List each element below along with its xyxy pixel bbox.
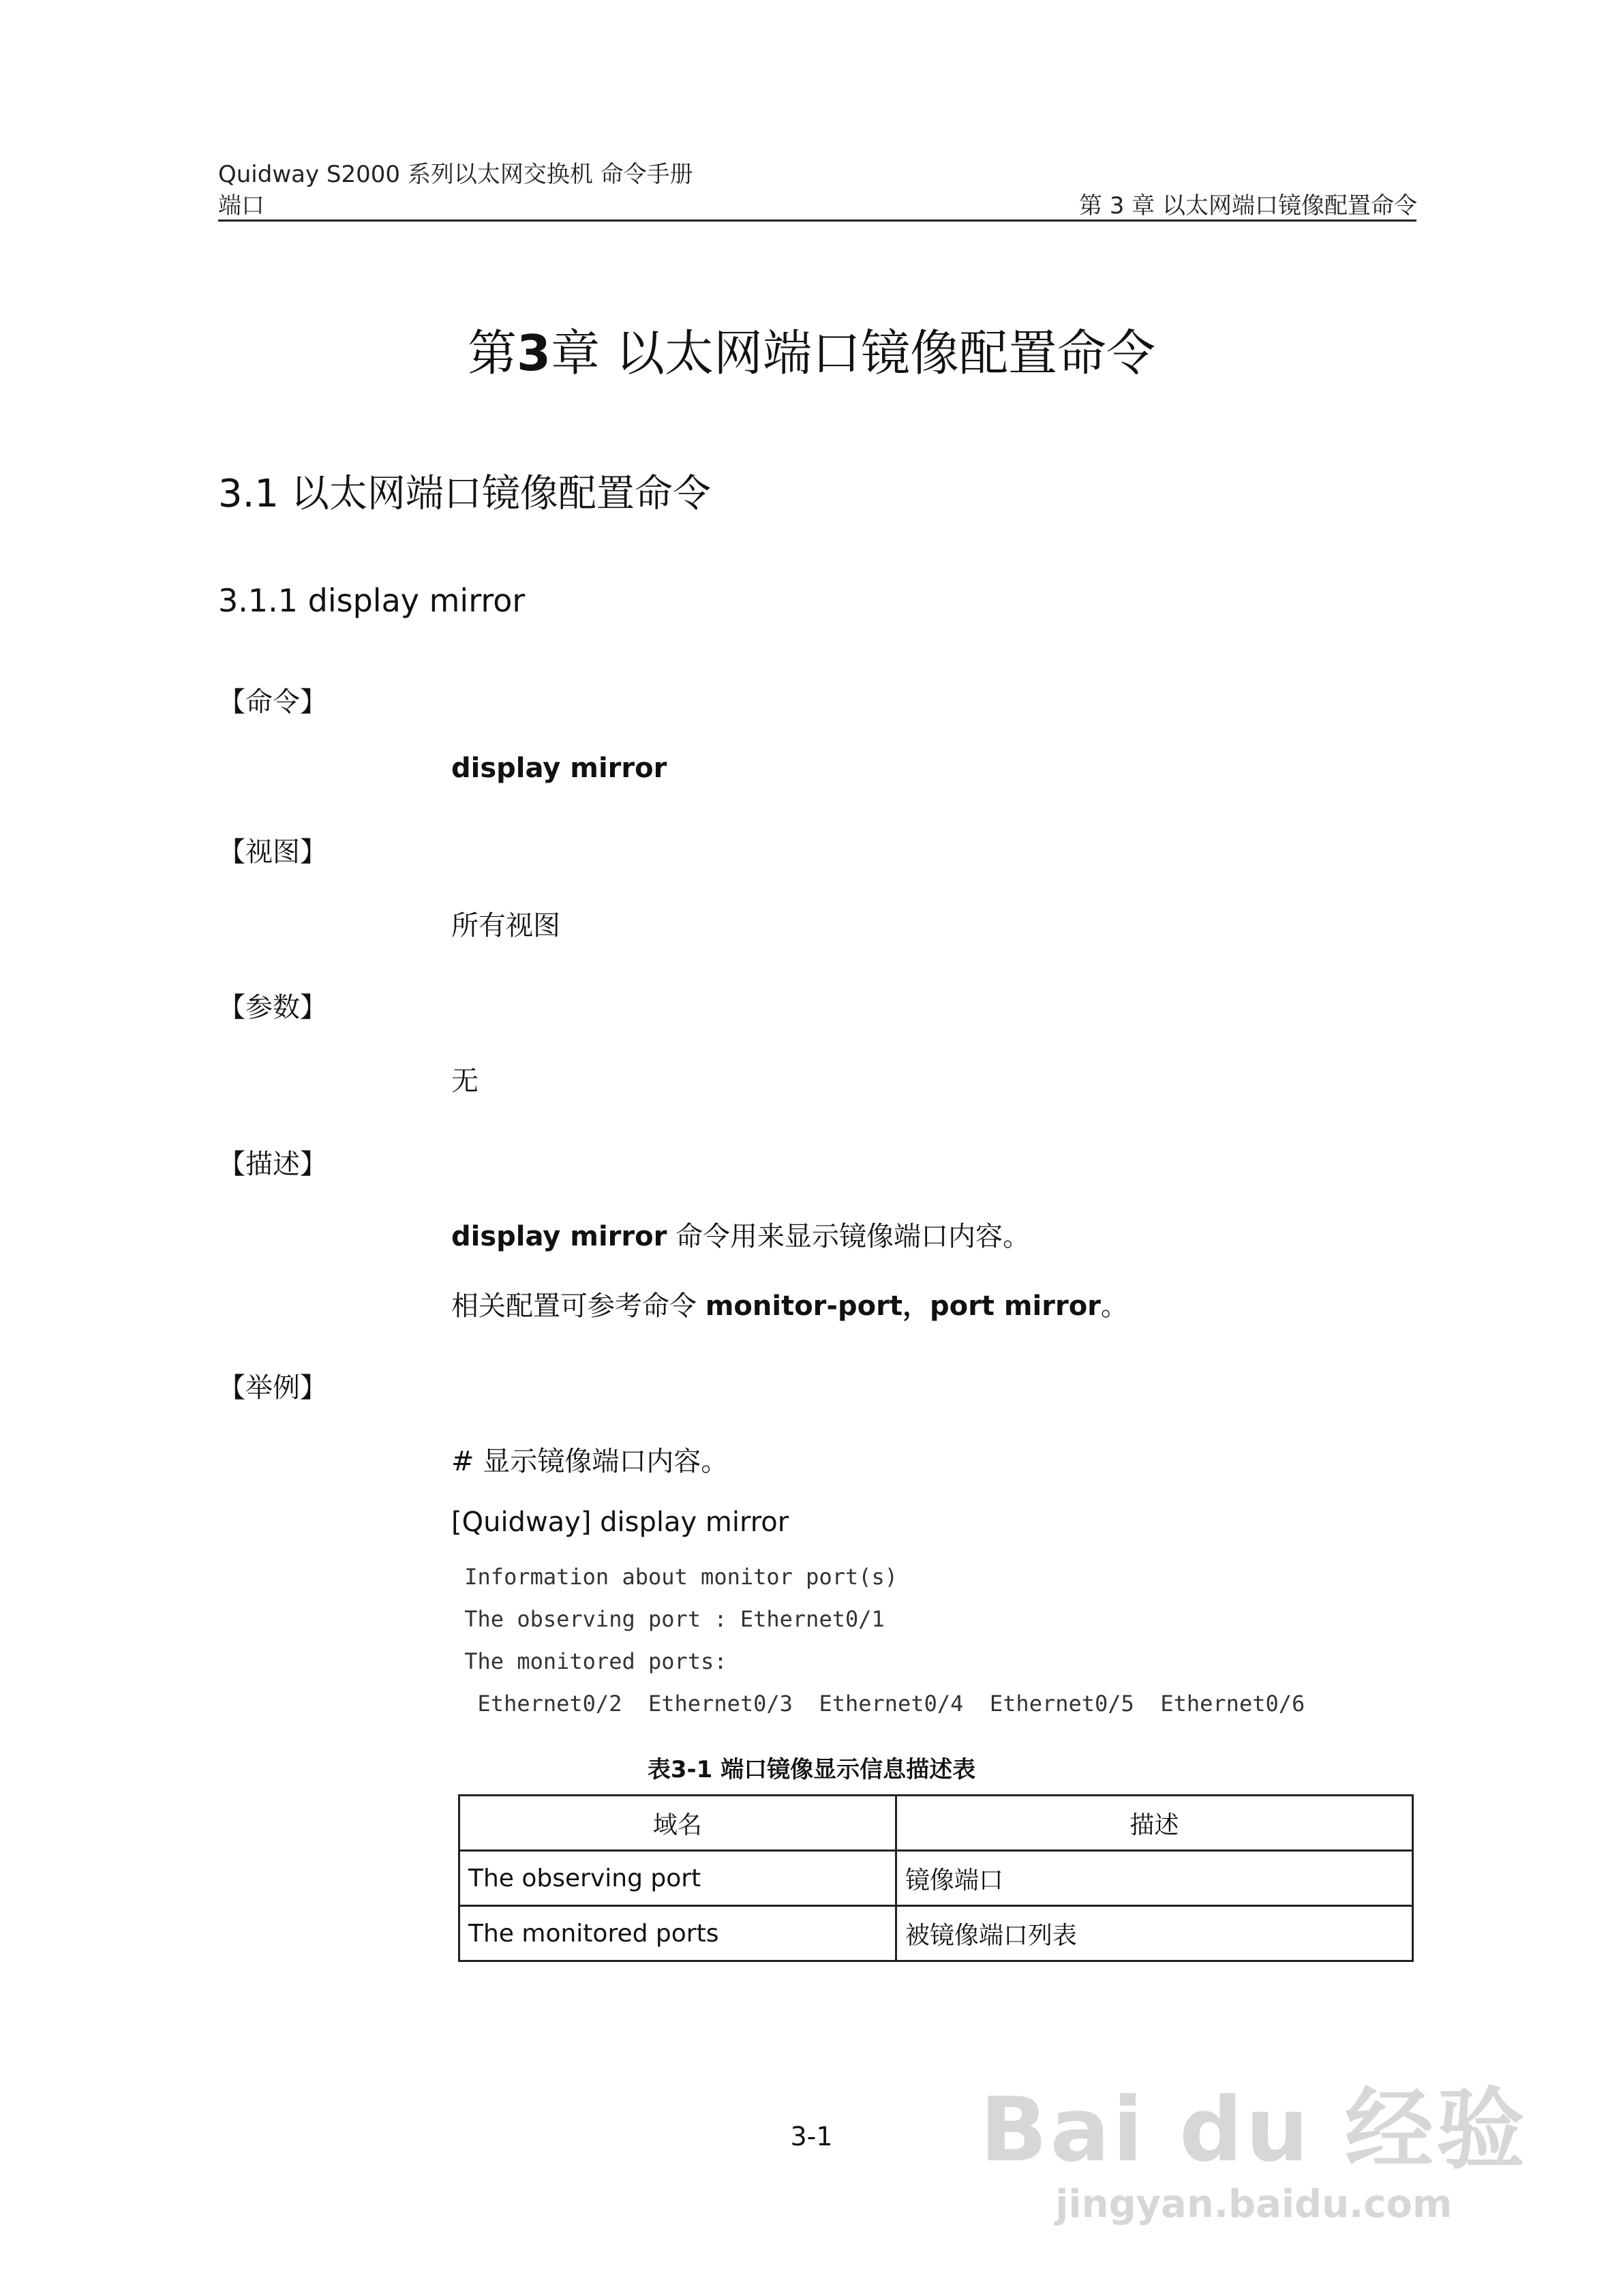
header-manual-title: Quidway S2000 系列以太网交换机 命令手册 bbox=[218, 161, 693, 188]
output-line: Ethernet0/2 Ethernet0/3 Ethernet0/4 Ethernet0/5 Ethernet0/6 bbox=[451, 1691, 1305, 1717]
label-description: 【描述】 bbox=[218, 1149, 327, 1180]
example-prompt: [Quidway] display mirror bbox=[451, 1507, 789, 1538]
header-chapter-title: 第 3 章 以太网端口镜像配置命令 bbox=[1078, 192, 1417, 220]
table-header-cell: 描述 bbox=[896, 1796, 1412, 1851]
description-text: 命令用来显示镜像端口内容。 bbox=[667, 1221, 1031, 1252]
table-row bbox=[459, 1906, 1413, 1961]
field-description-table bbox=[458, 1794, 1414, 1962]
output-line: The observing port : Ethernet0/1 bbox=[451, 1606, 885, 1632]
command-text: display mirror bbox=[451, 753, 667, 784]
table-cell: The observing port bbox=[459, 1851, 896, 1906]
label-example: 【举例】 bbox=[218, 1372, 327, 1404]
params-text: 无 bbox=[451, 1066, 479, 1097]
chapter-number: 3 bbox=[517, 324, 551, 382]
label-command: 【命令】 bbox=[218, 686, 327, 718]
label-view: 【视图】 bbox=[218, 836, 327, 868]
page-number: 3-1 bbox=[790, 2121, 833, 2151]
output-line: The monitored ports: bbox=[451, 1648, 727, 1674]
label-params: 【参数】 bbox=[218, 992, 327, 1023]
baidu-jingyan-logo: Bai du 经验 bbox=[980, 2078, 1528, 2181]
header-divider bbox=[218, 220, 1416, 222]
table-row bbox=[459, 1851, 1413, 1906]
table-cell: 镜像端口 bbox=[896, 1851, 1412, 1906]
example-comment: # 显示镜像端口内容。 bbox=[451, 1446, 729, 1477]
related-commands: monitor-port，port mirror bbox=[705, 1290, 1101, 1322]
table-header-cell: 域名 bbox=[459, 1796, 896, 1851]
output-line: Information about monitor port(s) bbox=[451, 1564, 898, 1590]
header-section-name: 端口 bbox=[218, 192, 264, 220]
table-cell: 被镜像端口列表 bbox=[896, 1906, 1412, 1961]
chapter-name: 章 以太网端口镜像配置命令 bbox=[551, 324, 1155, 382]
watermark-url: jingyan.baidu.com bbox=[1055, 2182, 1453, 2226]
related-prefix: 相关配置可参考命令 bbox=[451, 1290, 706, 1322]
table-caption: 表3-1 端口镜像显示信息描述表 bbox=[647, 1756, 976, 1783]
subsection-heading: 3.1.1 display mirror bbox=[218, 582, 526, 619]
chapter-prefix: 第 bbox=[467, 324, 517, 382]
view-text: 所有视图 bbox=[451, 910, 560, 941]
chapter-title bbox=[0, 314, 1623, 384]
related-suffix: 。 bbox=[1100, 1290, 1128, 1322]
description-line-1 bbox=[451, 1215, 1030, 1254]
baidu-watermark bbox=[980, 2059, 1528, 2226]
description-command: display mirror bbox=[451, 1221, 667, 1252]
section-heading: 3.1 以太网端口镜像配置命令 bbox=[218, 472, 711, 516]
description-line-2 bbox=[451, 1284, 1128, 1323]
table-cell: The monitored ports bbox=[459, 1906, 896, 1961]
table-header-row bbox=[459, 1796, 1413, 1851]
